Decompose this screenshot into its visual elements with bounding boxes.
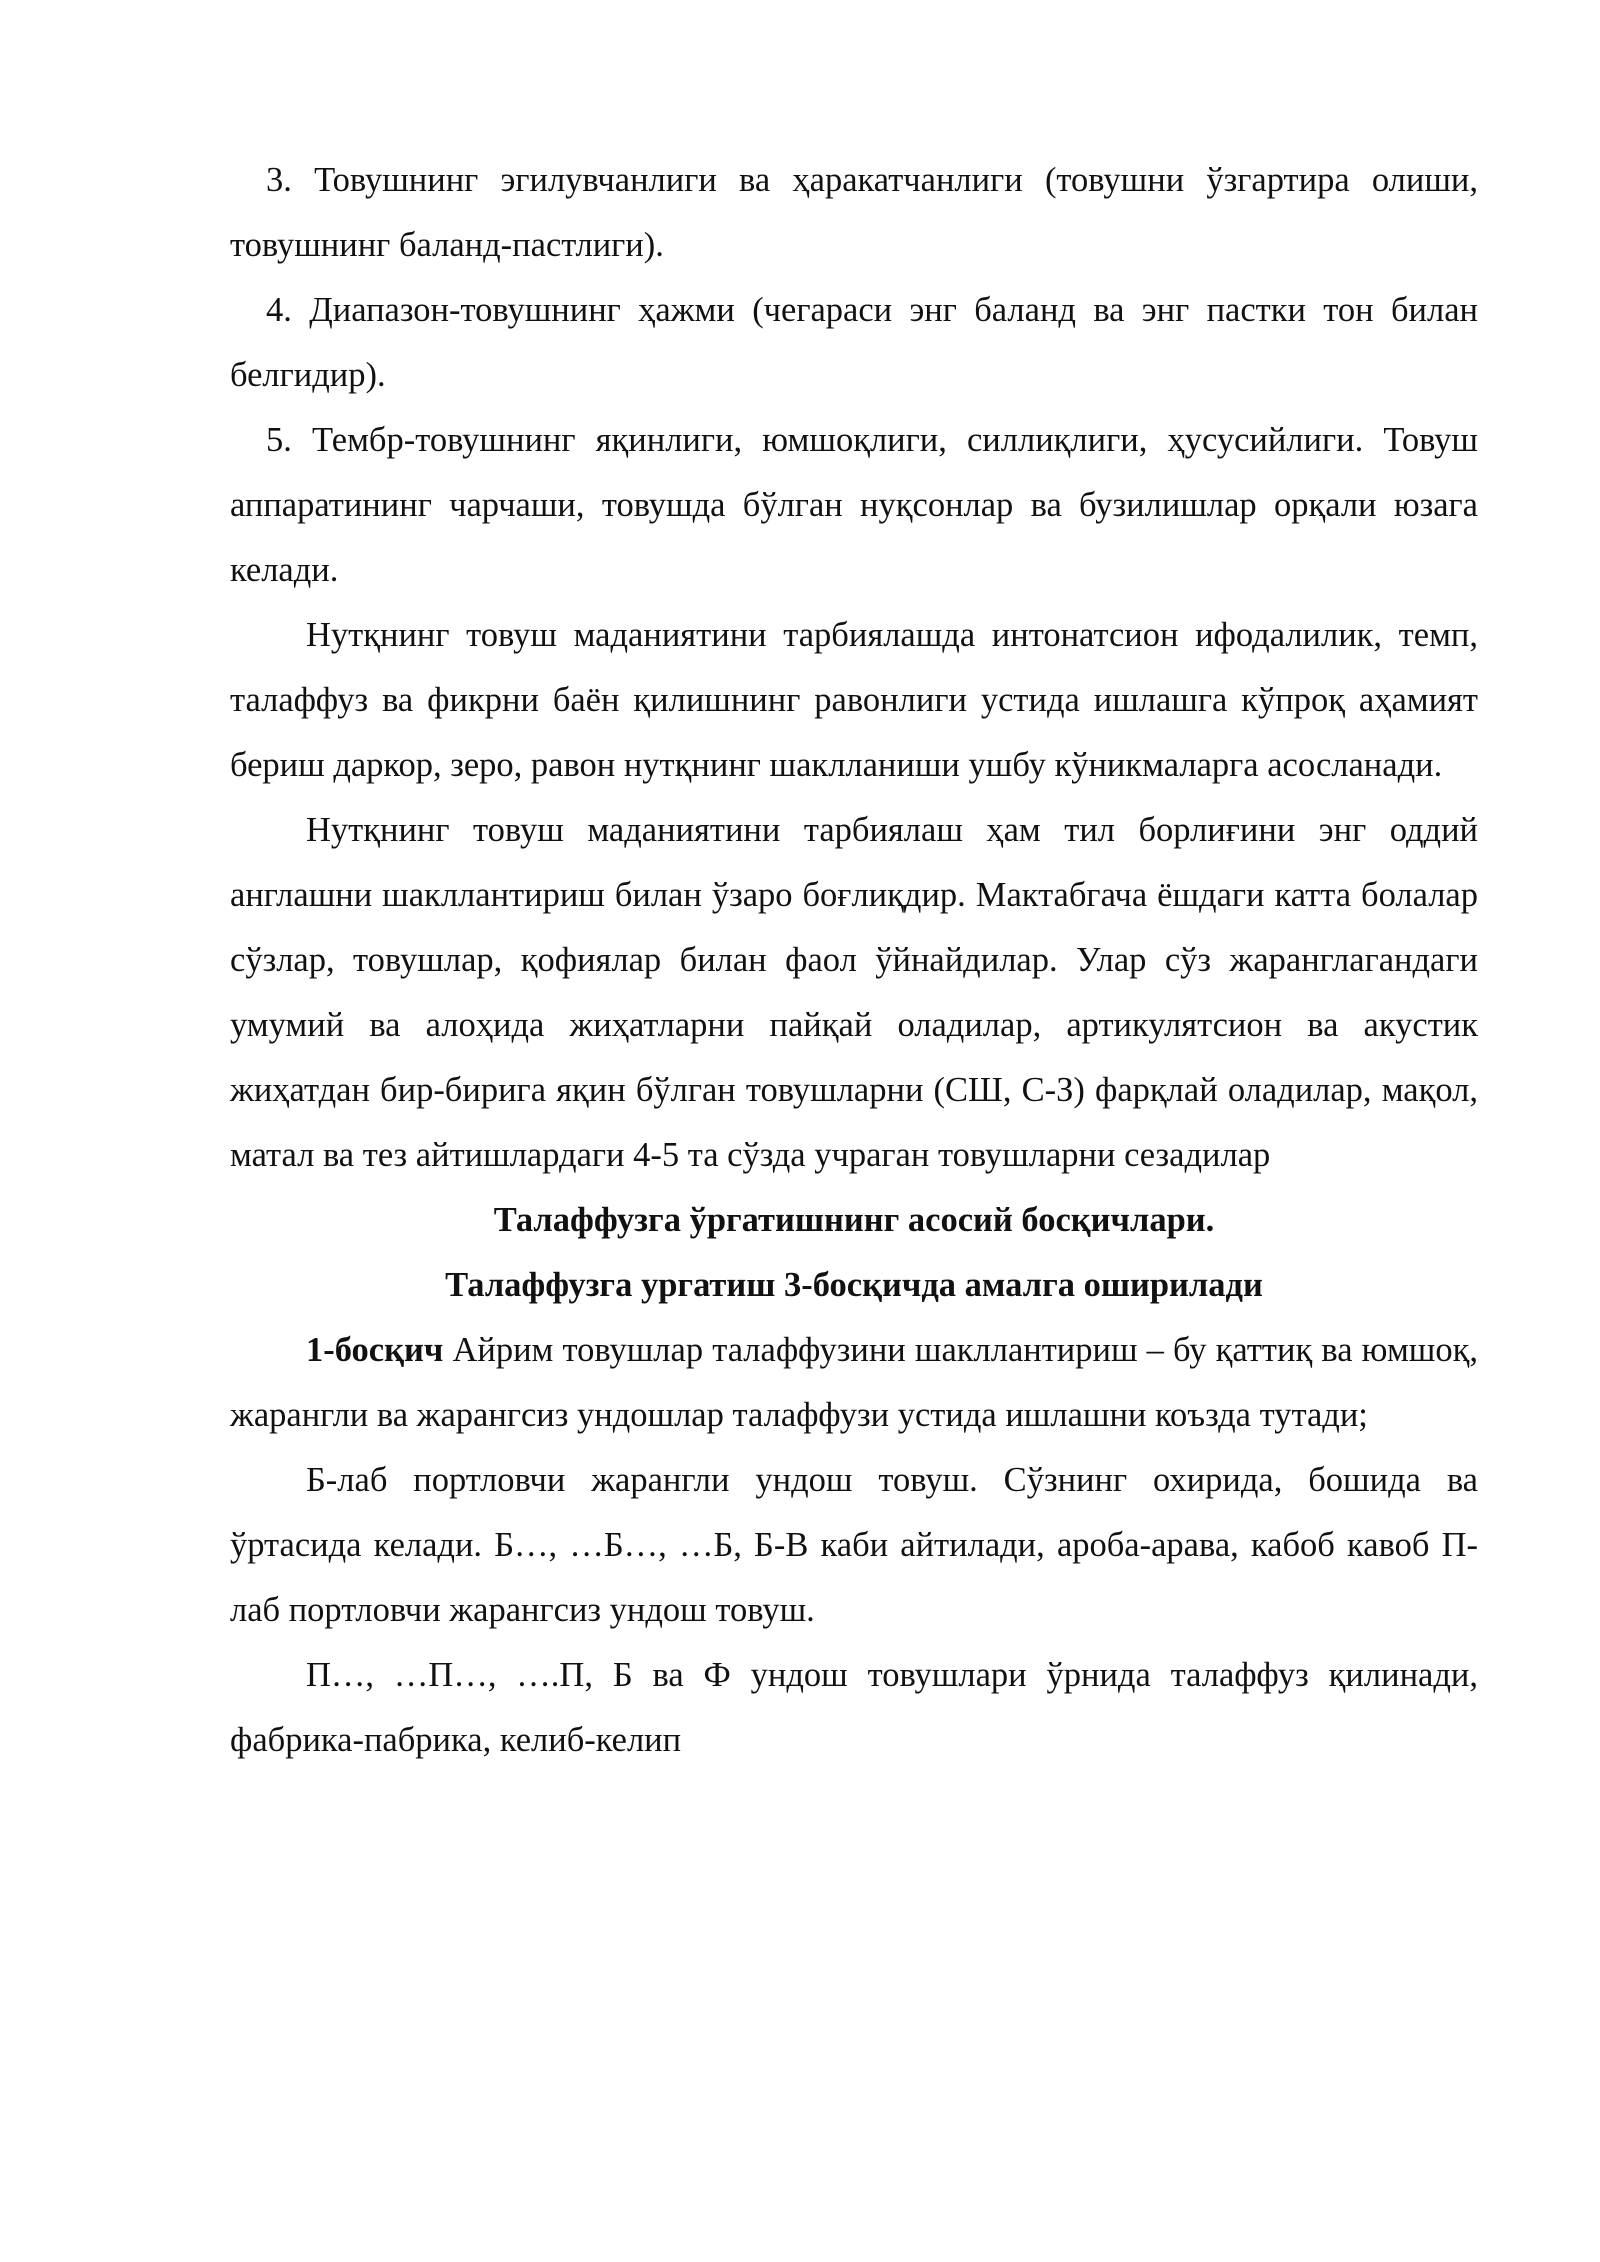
list-item xyxy=(230,148,1478,278)
list-text: Товушнинг эгилувчанлиги ва ҳаракатчанлиги (товушни ўзгартира олиши, товушнинг баланд-пастлиги). xyxy=(230,161,1478,264)
paragraph: Б-лаб портловчи жарангли ундош товуш. Сўзнинг охирида, бошида ва ўртасида келади. Б…, …Б…, …Б, Б-В каби айтилади, ароба-арава, кабоб кавоб П-лаб портловчи жарангсиз ундош товуш. xyxy=(230,1461,1478,1629)
list-item xyxy=(230,408,1478,603)
list-text: Диапазон-товушнинг ҳажми (чегараси энг баланд ва энг пастки тон билан белгидир). xyxy=(230,291,1478,394)
paragraph: Нутқнинг товуш маданиятини тарбиялаш ҳам тил борлиғини энг оддий англашни шакллантириш билан ўзаро боғлиқдир. Мактабгача ёшдаги катта болалар сўзлар, товушлар, қофиялар билан фаол ўйнайдилар. Улар сўз жаранглагандаги умумий ва алоҳида жиҳатларни пайқай оладилар, артикулятсион ва акустик жиҳатдан бир-бирига яқин бўлган товушларни (СШ, С-З) фарқлай оладилар, мақол, матал ва тез айтишлардаги 4-5 та сўзда учраган товушларни сезадилар xyxy=(230,811,1478,1174)
list-text: Тембр-товушнинг яқинлиги, юмшоқлиги, силлиқлиги, ҳусусийлиги. Товуш аппаратининг чарчаши, товушда бўлган нуқсонлар ва бузилишлар орқали юзага келади. xyxy=(230,421,1478,589)
paragraph xyxy=(230,1318,1478,1448)
paragraph: П…, …П…, ….П, Б ва Ф ундош товушлари ўрнида талаффуз қилинади, фабрика-пабрика, келиб-келип xyxy=(230,1656,1478,1759)
list-number: 3. xyxy=(266,161,292,199)
stage-text: Айрим товушлар талаффузини шакллантириш – бу қаттиқ ва юмшоқ, жарангли ва жарангсиз ундошлар талаффузи устида ишлашни коъзда тутади; xyxy=(230,1331,1478,1434)
list-item xyxy=(230,278,1478,408)
list-number: 4. xyxy=(266,291,292,329)
list-number: 5. xyxy=(266,421,292,459)
section-subheading: Талаффузга ургатиш 3-босқичда амалга оширилади xyxy=(445,1266,1263,1304)
paragraph: Нутқнинг товуш маданиятини тарбиялашда интонатсион ифодалилик, темп, талаффуз ва фикрни баён қилишнинг равонлиги устида ишлашга кўпроқ аҳамият бериш даркор, зеро, равон нутқнинг шаклланиши ушбу кўникмаларга асосланади. xyxy=(230,616,1478,784)
stage-label: 1-босқич xyxy=(306,1331,444,1369)
section-heading: Талаффузга ўргатишнинг асосий босқичлари. xyxy=(493,1201,1215,1239)
document-page xyxy=(230,148,1478,1773)
